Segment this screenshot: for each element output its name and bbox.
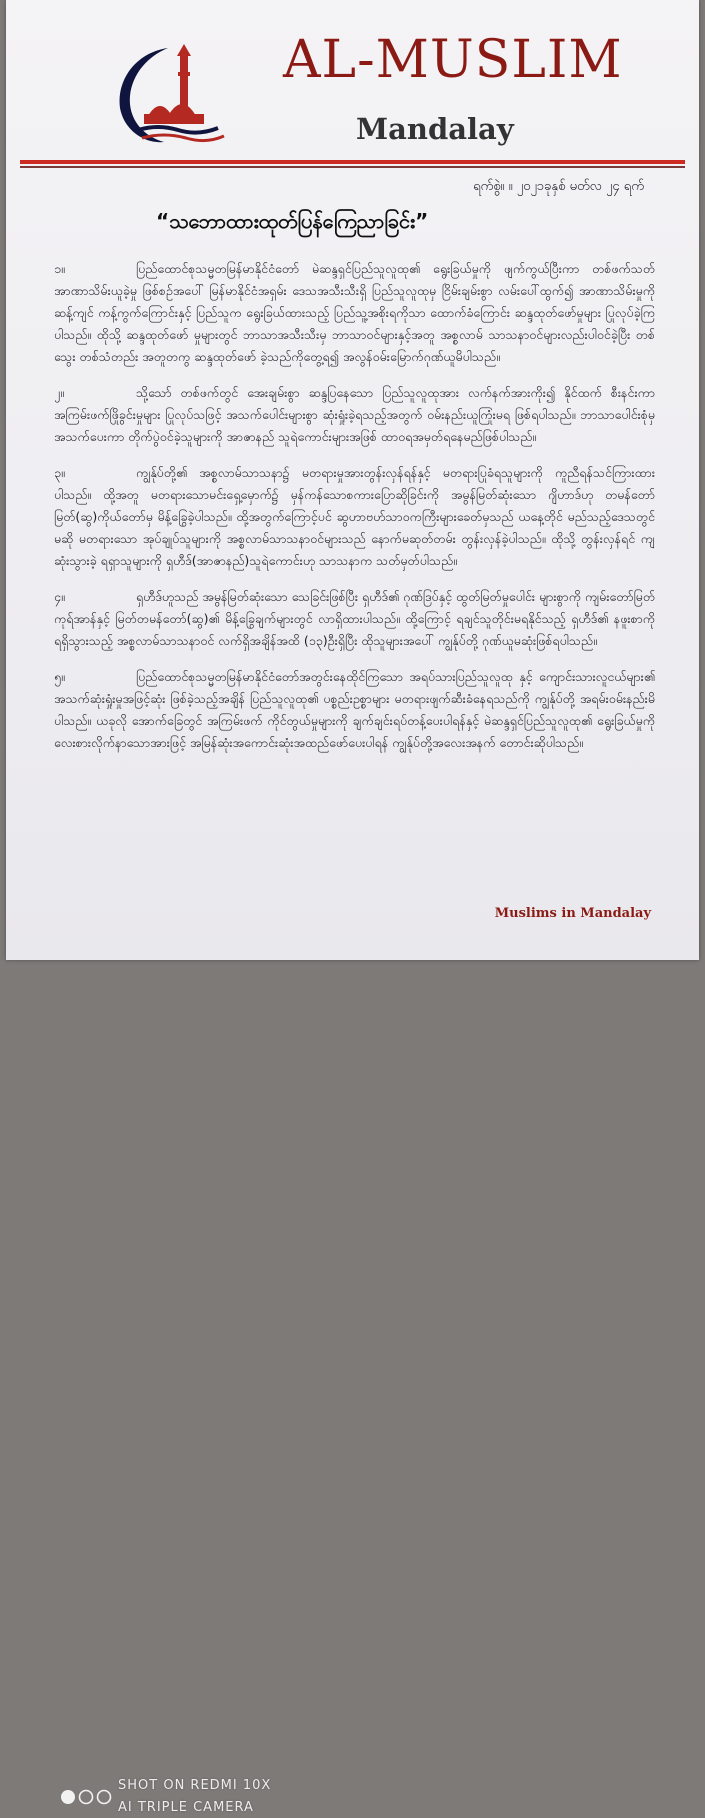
brand-title: AL-MUSLIM: [283, 30, 623, 90]
paragraph-2: [54, 382, 655, 448]
paragraph-text: ပြည်ထောင်စုသမ္မတမြန်မာနိုင်ငံတော်အတွင်းနေထိုင်ကြသော အရပ်သားပြည်သူလူထု နှင့် ကျောင်းသားလူငယ်များ၏ အသက်ဆုံးရှုံးမှုအဖြင့်ဆုံး ဖြစ်ခဲ့သည့်အချိန် ပြည်သူလူထု၏ ပစ္စည်းဥစ္စာများ မတရားဖျက်ဆီးခံနေရသည်ကို ကျွန်ုပ်တို့ အရမ်းဝမ်းနည်းမိပါသည်။ ယခုလို အောက်ခြေတွင် အကြမ်းဖက် ကိုင်တွယ်မှုများကို ချက်ချင်းရပ်တန့်ပေးပါရန်နှင့် မဲဆန္ဒရှင်ပြည်သူလူထု၏ ရွေးခြယ်မှုကို လေးစားလိုက်နာသောအားဖြင့် အမြန်ဆုံးအကောင်းဆုံးအထည်ဖော်ပေးပါရန် ကျွန်ုပ်တို့အလေးအနက် တောင်းဆိုပါသည်။: [54, 669, 655, 750]
document-page: [6, 0, 699, 960]
city-subtitle: Mandalay: [356, 112, 514, 146]
camera-dots-icon: [60, 1789, 114, 1805]
signature: Muslims in Mandalay: [494, 906, 651, 921]
paragraph-text: သို့သော် တစ်ဖက်တွင် အေးချမ်းစွာ ဆန္ဒပြနေသော ပြည်သူလူထုအား လက်နက်အားကိုး၍ နိုင်ထက် စီးနင်းကာ အကြမ်းဖက်ဖြိုခွင်းမှုများ ပြုလုပ်သဖြင့် အသက်ပေါင်းများစွာ ဆုံးရှုံးခဲ့ရသည့်အတွက် ဝမ်းနည်းယူကြုံးမရ ဖြစ်ရပါသည်။ ဘာသာပေါင်းစုံမှ အသက်ပေးကာ တိုက်ပွဲဝင်ခဲ့သူများကို အာဇာနည် သူရဲကောင်းများအဖြစ် ထာဝရအမှတ်ရနေမည်ဖြစ်ပါသည်။: [54, 385, 655, 444]
paragraph-4: [54, 586, 655, 652]
date-line: ရက်စွဲ။ ။ ၂၀၂၁ခုနှစ် မတ်လ ၂၄ ရက်: [473, 179, 644, 194]
paragraph-number: ၄။: [54, 589, 65, 604]
header-rule-dark: [20, 166, 685, 168]
watermark-line-2: AI TRIPLE CAMERA: [118, 1800, 254, 1815]
paragraph-number: ၁။: [54, 261, 65, 276]
statement-headline: “သဘောထားထုတ်ပြန်ကြေညာခြင်း”: [156, 209, 429, 233]
statement-body: [54, 258, 655, 768]
paragraph-text: ရှဟီဒ်ဟူသည် အမွန်မြတ်ဆုံးသော သေခြင်းဖြစ်ပြီး ရှဟီဒ်၏ ဂုဏ်ဒြပ်နှင့် ထွတ်မြတ်မှုပေါင်း များစွာကို ကျမ်းတော်မြတ်ကုရ်အာန်နှင့် မြတ်တမန်တော်(ဆွ)၏ မိန့်ခြွေချက်များတွင် လာရှိထားပါသည်။ ထို့ကြောင့် ရချင်သူတိုင်းမရနိုင်သည့် ရှဟီဒ်၏ နဖူးစာကိုရရှိသွားသည့် အစ္စလာမ်သာသနာဝင် လက်ရှိအချိန်အထိ (၁၃)ဦးရှိပြီး ထိုသူများအပေါ် ကျွန်ုပ်တို့ ဂုဏ်ယူမဆုံးဖြစ်ရပါသည်။: [54, 589, 655, 648]
header-rule-red: [20, 160, 685, 164]
paragraph-1: [54, 258, 655, 368]
watermark-line-1: SHOT ON REDMI 10X: [118, 1778, 272, 1793]
paragraph-number: ၃။: [54, 465, 65, 480]
paragraph-text: ပြည်ထောင်စုသမ္မတမြန်မာနိုင်ငံတော် မဲဆန္ဒရှင်ပြည်သူလူထု၏ ရွေးခြယ်မှုကို ဖျက်ကွယ်ပြီးကာ တစ်ဖက်သတ် အာဏာသိမ်းယူခဲ့မှု ဖြစ်စဉ်အပေါ် မြန်မာနိုင်ငံအရှမ်း ဒေသအသီးသီးရှိ ပြည်သူလူထုမှ ငြိမ်းချမ်းစွာ လမ်းပေါ်ထွက်၍ အာဏာသိမ်းမှုကိုဆန့်ကျင် ကန့်ကွက်ကြောင်းနှင့် ပြည်သူက ရွေးခြယ်ထားသည့် ပြည်သူ့အစိုးရကိုသာ ထောက်ခံကြောင်း ဆန္ဒထုတ်ဖော်မှုများ ပြုလုပ်ခဲ့ကြပါသည်။ ထိုသို့ ဆန္ဒထုတ်ဖော် မှုများတွင် ဘာသာအသီးသီးမှ ဘာသာဝင်များနှင့်အတူ အစ္စလာမ် သာသနာဝင်များလည်းပါဝင်ခဲ့ပြီး တစ်သွေး တစ်သံတည်း အတူတကွ ဆန္ဒထုတ်ဖော် ခဲ့သည်ကိုတွေ့ရ၍ အလွန်ဝမ်းမြောက်ဂုဏ်ယူမိပါသည်။: [54, 261, 655, 364]
paragraph-number: ၂။: [54, 385, 64, 400]
crescent-mosque-logo: [98, 38, 248, 148]
paragraph-5: [54, 666, 655, 754]
paragraph-text: ကျွန်ုပ်တို့၏ အစ္စလာမ်သာသနာ၌ မတရားမှုအားတွန်းလှန်ရန်နှင့် မတရားပြုခံရသူများကို ကူညီရန်သင်ကြားထားပါသည်။ ထို့အတူ မတရားသောမင်းရှေ့မှောက်၌ မှန်ကန်သောစကားပြောဆိုခြင်းကို အမွန်မြတ်ဆုံးသော ဂျိဟာဒ်ဟု တမန်တော်မြတ်(ဆွ)ကိုယ်တော်မှ မိန့်ခြွေခဲ့ပါသည်။ ထို့အတွက်ကြောင့်ပင် ဆွဟာဗဟ်သာဝကကြီးများခေတ်မှသည် ယနေ့တိုင် မည်သည့်ဒေသတွင်မဆို မတရားသော အုပ်ချုပ်သူများကို အစ္စလာမ်သာသနာဝင်များသည် နောက်မဆုတ်တမ်း တွန်းလှန်ခဲ့ပါသည်။ ထိုသို့ တွန်းလှန်ရင် ကျဆုံးသွားခဲ့ ရရှာသူများကို ရှဟီဒ်(အာဇာနည်)သူရဲကောင်းဟု သာသနာက သတ်မှတ်ပါသည်။: [54, 465, 655, 568]
paragraph-number: ၅။: [54, 669, 65, 684]
paragraph-3: [54, 462, 655, 572]
